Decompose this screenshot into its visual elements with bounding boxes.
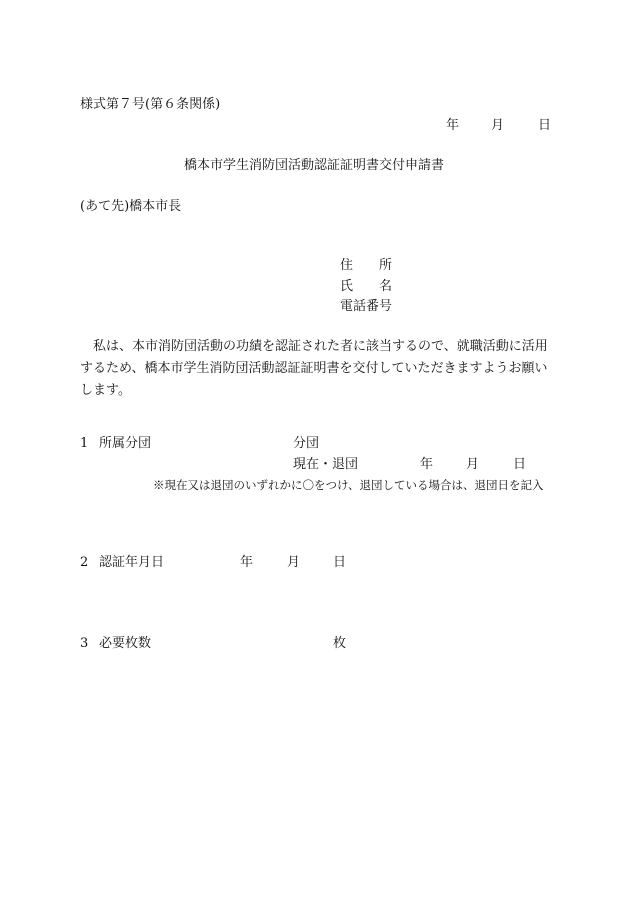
request-body-text: 私は、本市消防団活動の功績を認証された者に該当するので、就職活動に活用するため、橋本市学生消防団活動認証証明書を交付していただきますようお願いします。 xyxy=(80,339,548,398)
date-day-label: 日 xyxy=(538,118,552,133)
date-month-label: 月 xyxy=(491,118,505,133)
addressee: (あて先)橋本市長 xyxy=(80,199,182,214)
leave-month-label: 月 xyxy=(466,457,480,472)
item-number: 3 xyxy=(80,636,89,651)
address-label: 住 所 xyxy=(340,258,393,273)
item-label: 所属分団 xyxy=(99,436,152,451)
unit-suffix: 分団 xyxy=(293,436,320,451)
name-label: 氏 名 xyxy=(340,279,393,294)
item-number: 2 xyxy=(80,555,89,570)
item-label: 認証年月日 xyxy=(99,555,165,570)
item-label: 必要枚数 xyxy=(99,636,152,651)
date-year-label: 年 xyxy=(446,118,460,133)
phone-label: 電話番号 xyxy=(340,299,393,314)
copies-unit: 枚 xyxy=(333,636,347,651)
form-number: 様式第７号(第６条関係) xyxy=(80,97,221,112)
leave-year-label: 年 xyxy=(420,457,434,472)
cert-day-label: 日 xyxy=(333,555,347,570)
cert-month-label: 月 xyxy=(287,555,301,570)
status-choice: 現在・退団 xyxy=(293,457,359,472)
status-note: ※現在又は退団のいずれかに〇をつけ、退団している場合は、退団日を記入 xyxy=(153,478,544,492)
leave-day-label: 日 xyxy=(513,457,527,472)
cert-year-label: 年 xyxy=(240,555,254,570)
item-number: 1 xyxy=(80,436,89,451)
document-title: 橋本市学生消防団活動認証証明書交付申請書 xyxy=(184,158,445,173)
